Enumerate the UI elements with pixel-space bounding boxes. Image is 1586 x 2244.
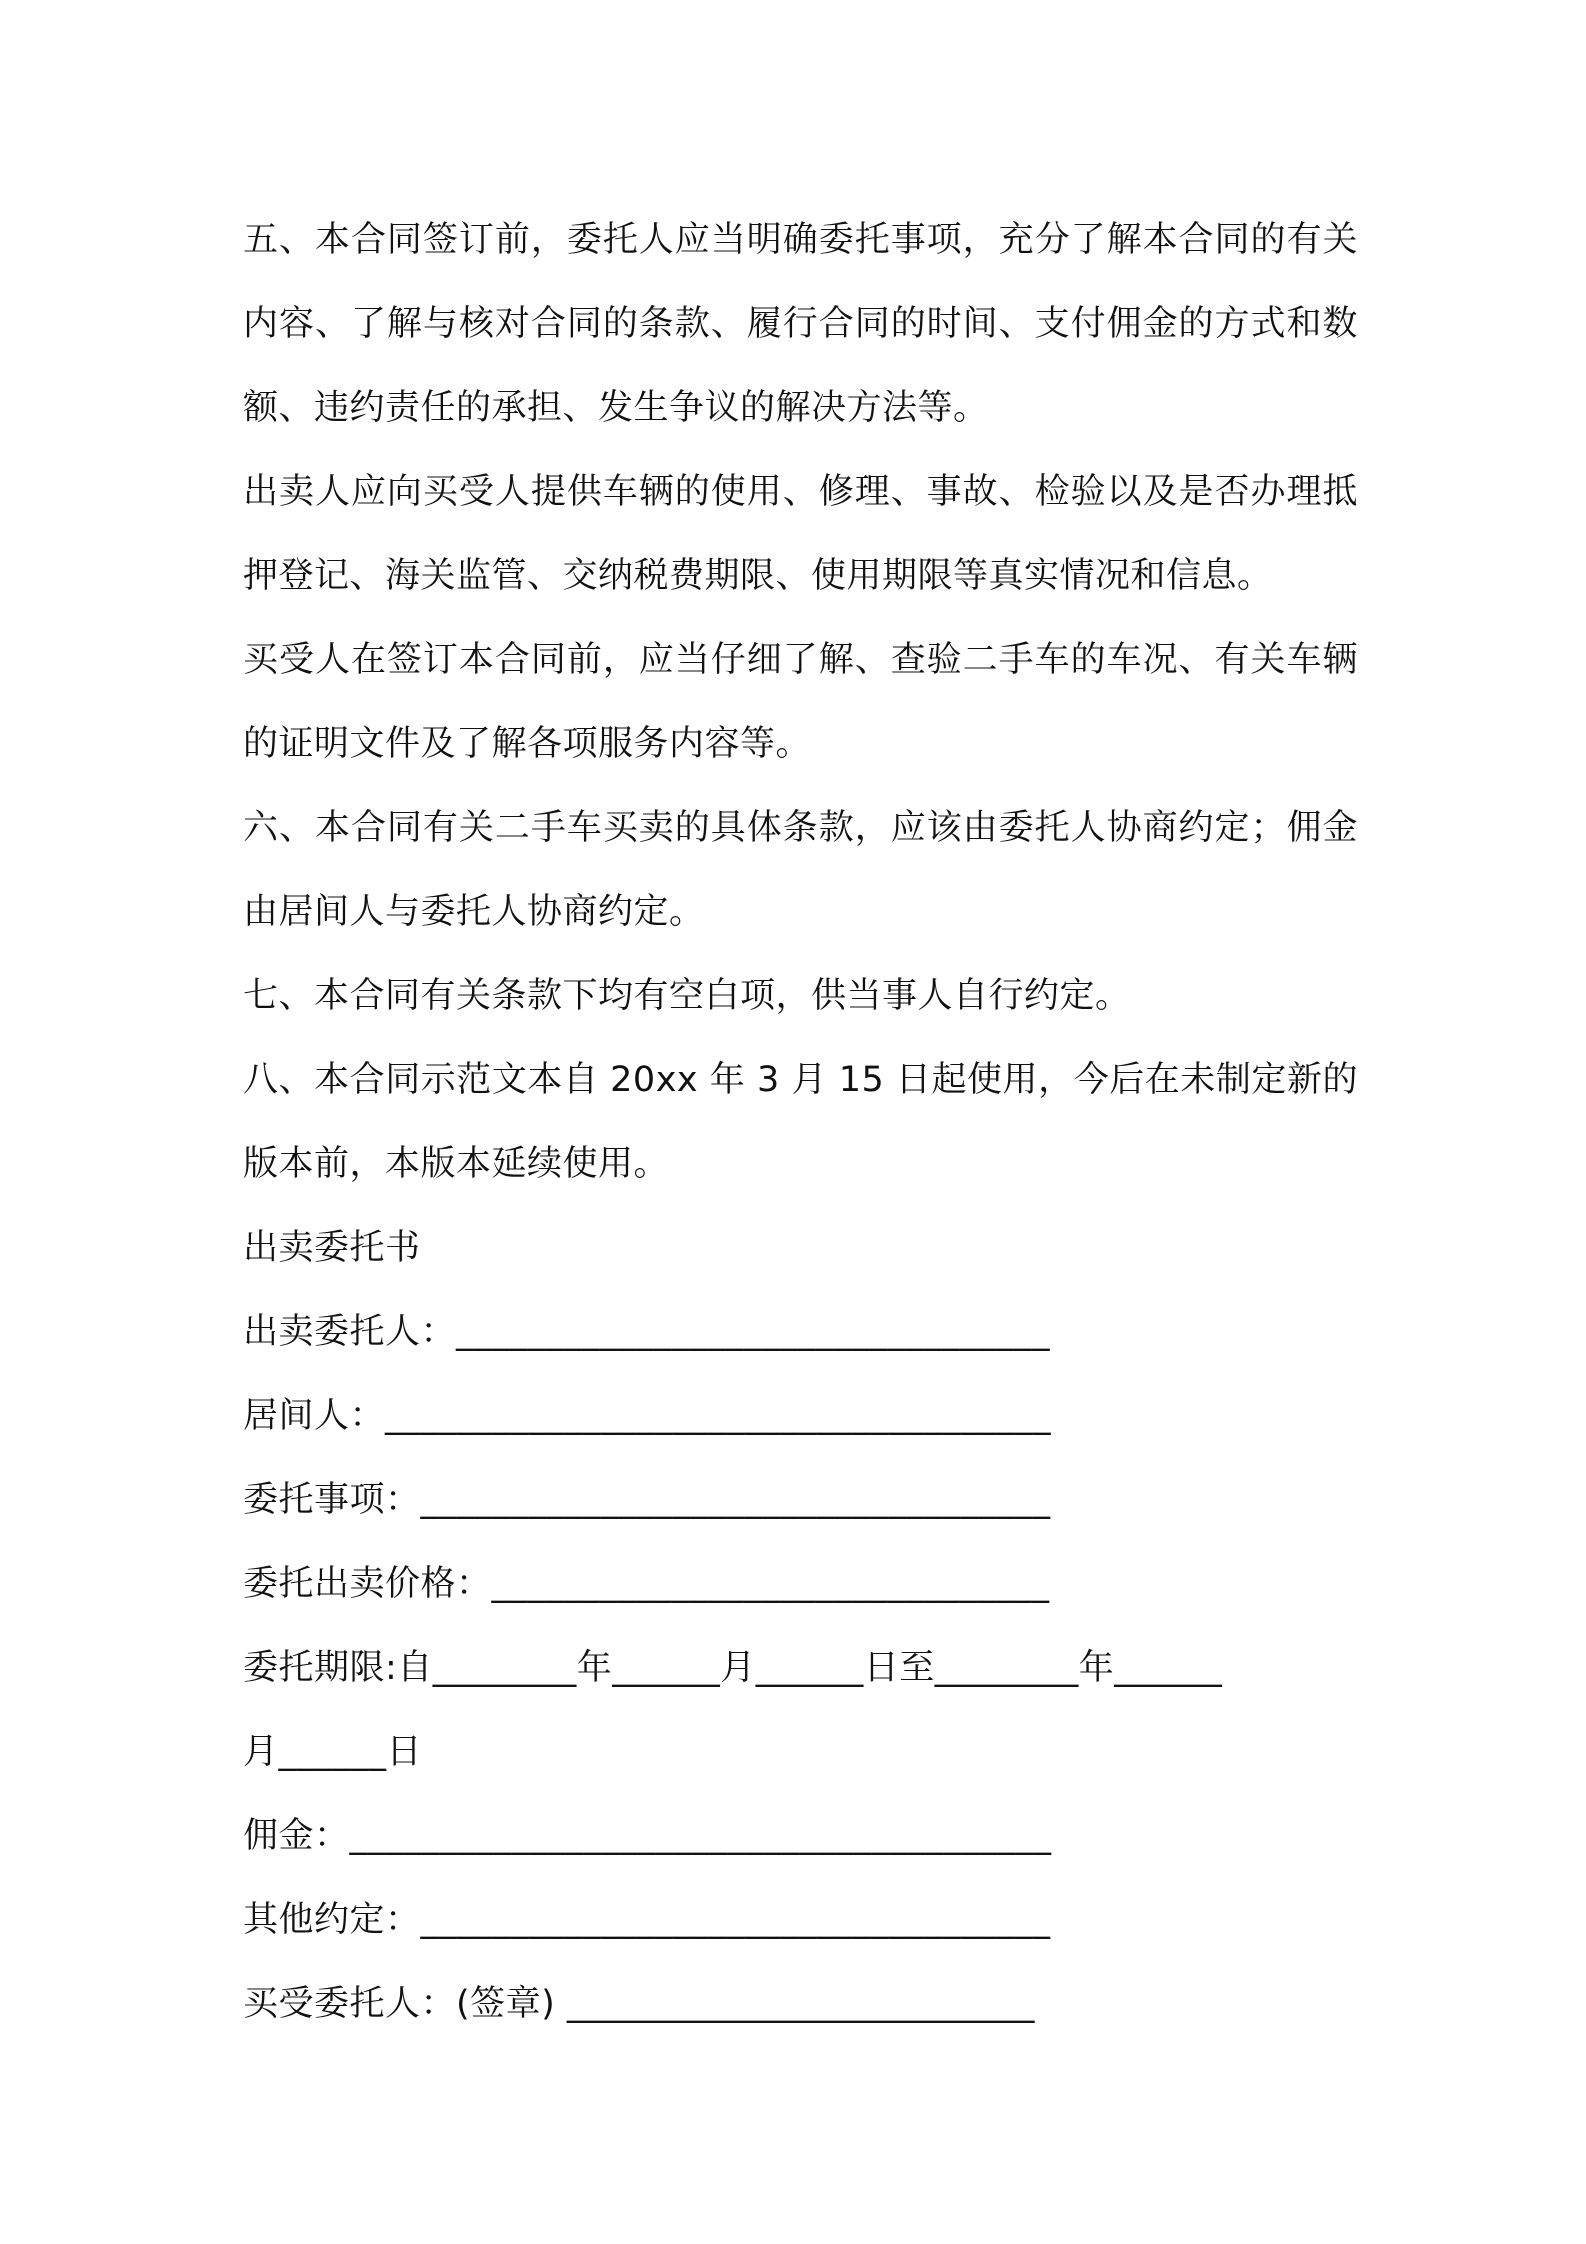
clause-six: 六、本合同有关二手车买卖的具体条款，应该由委托人协商约定；佣金由居间人与委托人协商约定。 <box>243 808 1358 932</box>
other-agreement-field: 其他约定：___________________________________ <box>243 1900 1051 1940</box>
clause-five: 五、本合同签订前，委托人应当明确委托事项，充分了解本合同的有关内容、了解与核对合同的条款、履行合同的时间、支付佣金的方式和数额、违约责任的承担、发生争议的解决方法等。 <box>243 220 1358 428</box>
entrusted-price-field: 委托出卖价格：_______________________________ <box>243 1564 1050 1604</box>
form-title: 出卖委托书 <box>243 1228 421 1268</box>
intermediary-field: 居间人：_____________________________________ <box>243 1396 1052 1436</box>
entrusted-matter-field: 委托事项：___________________________________ <box>243 1480 1051 1520</box>
commission-field: 佣金：_______________________________________ <box>243 1816 1052 1856</box>
buyer-principal-field: 买受委托人：(签章) __________________________ <box>243 1984 1035 2024</box>
entrust-period-field-continued: 月______日 <box>243 1732 423 1772</box>
seller-obligation-paragraph: 出卖人应向买受人提供车辆的使用、修理、事故、检验以及是否办理抵押登记、海关监管、交纳税费期限、使用期限等真实情况和信息。 <box>243 472 1358 596</box>
seller-principal-field: 出卖委托人：_________________________________ <box>243 1312 1051 1352</box>
clause-eight: 八、本合同示范文本自 20xx 年 3 月 15 日起使用，今后在未制定新的版本前，本版本延续使用。 <box>243 1060 1358 1184</box>
document-body <box>243 198 1358 2046</box>
buyer-obligation-paragraph: 买受人在签订本合同前，应当仔细了解、查验二手车的车况、有关车辆的证明文件及了解各项服务内容等。 <box>243 640 1358 764</box>
clause-seven: 七、本合同有关条款下均有空白项，供当事人自行约定。 <box>243 976 1131 1016</box>
entrust-period-field: 委托期限:自________年______月______日至________年______ <box>243 1648 1223 1688</box>
